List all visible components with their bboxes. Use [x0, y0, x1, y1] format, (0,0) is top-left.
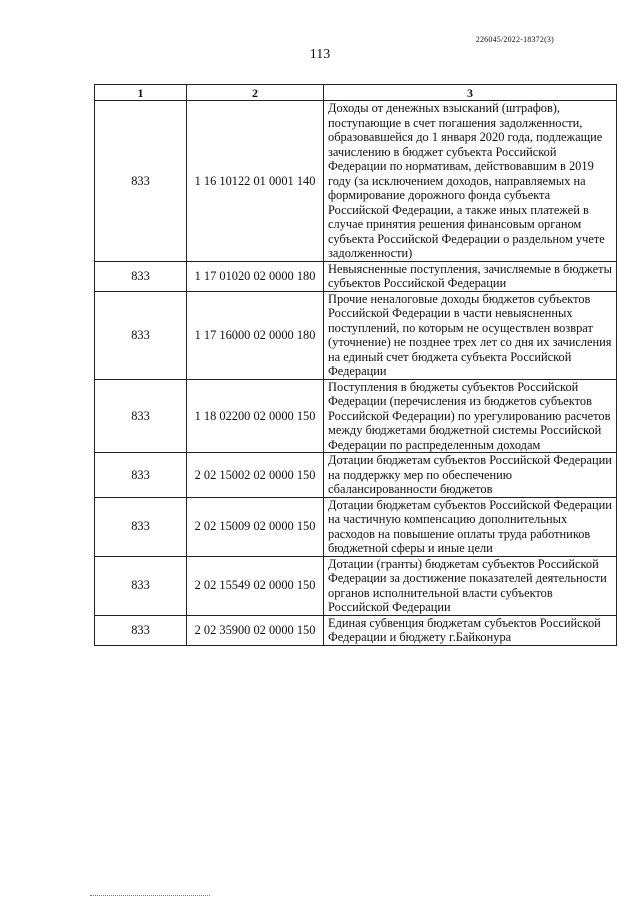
admin-code-cell: 833: [95, 615, 187, 645]
budget-revenue-table: [94, 84, 617, 646]
table-row: [95, 101, 617, 262]
column-header-1: 1: [95, 85, 187, 101]
table-row: [95, 556, 617, 615]
admin-code-cell: 833: [95, 453, 187, 498]
admin-code-cell: 833: [95, 556, 187, 615]
description-cell: Дотации бюджетам субъектов Российской Федерации на поддержку мер по обеспечению сбалансированности бюджетов: [324, 453, 617, 498]
table-row: [95, 497, 617, 556]
page-number: 113: [309, 47, 331, 62]
admin-code-cell: 833: [95, 101, 187, 262]
admin-code-cell: 833: [95, 497, 187, 556]
budget-code-cell: 2 02 15002 02 0000 150: [187, 453, 324, 498]
admin-code-cell: 833: [95, 261, 187, 291]
admin-code-cell: 833: [95, 379, 187, 453]
table-header-row: [95, 85, 617, 101]
description-cell: Единая субвенция бюджетам субъектов Российской Федерации и бюджету г.Байконура: [324, 615, 617, 645]
document-reference-number: 226045/2022-18372(3): [475, 35, 554, 44]
column-header-3: 3: [324, 85, 617, 101]
column-header-2: 2: [187, 85, 324, 101]
admin-code-cell: 833: [95, 291, 187, 379]
budget-code-cell: 1 17 01020 02 0000 180: [187, 261, 324, 291]
table-row: [95, 291, 617, 379]
description-cell: Поступления в бюджеты субъектов Российской Федерации (перечисления из бюджетов субъектов Российской Федерации) по урегулированию расчетов между бюджетами бюджетной системы Российской Федерации по распределенным доходам: [324, 379, 617, 453]
description-cell: Прочие неналоговые доходы бюджетов субъектов Российской Федерации в части невыясненных поступлений, по которым не осуществлен возврат (уточнение) не позднее трех лет со дня их зачисления на единый счет бюджета субъекта Российской Федерации: [324, 291, 617, 379]
description-cell: Дотации (гранты) бюджетам субъектов Российской Федерации за достижение показателей деятельности органов исполнительной власти субъектов Российской Федерации: [324, 556, 617, 615]
description-cell: Невыясненные поступления, зачисляемые в бюджеты субъектов Российской Федерации: [324, 261, 617, 291]
budget-code-cell: 2 02 35900 02 0000 150: [187, 615, 324, 645]
table-row: [95, 615, 617, 645]
description-cell: Дотации бюджетам субъектов Российской Федерации на частичную компенсацию дополнительных расходов на повышение оплаты труда работников бюджетной сферы и иные цели: [324, 497, 617, 556]
table-row: [95, 453, 617, 498]
budget-code-cell: 2 02 15009 02 0000 150: [187, 497, 324, 556]
budget-code-cell: 2 02 15549 02 0000 150: [187, 556, 324, 615]
footer-scan-marks: [90, 893, 210, 896]
table-row: [95, 261, 617, 291]
description-cell: Доходы от денежных взысканий (штрафов), поступающие в счет погашения задолженности, образовавшейся до 1 января 2020 года, подлежащие зачислению в бюджет субъекта Российской Федерации по нормативам, действовавшим в 2019 году (за исключением доходов, направляемых на формирование дорожного фонда субъекта Российской Федерации, а также иных платежей в случае принятия решения финансовым органом субъекта Российской Федерации о раздельном учете задолженности): [324, 101, 617, 262]
budget-code-cell: 1 17 16000 02 0000 180: [187, 291, 324, 379]
budget-code-cell: 1 16 10122 01 0001 140: [187, 101, 324, 262]
budget-code-cell: 1 18 02200 02 0000 150: [187, 379, 324, 453]
table-row: [95, 379, 617, 453]
